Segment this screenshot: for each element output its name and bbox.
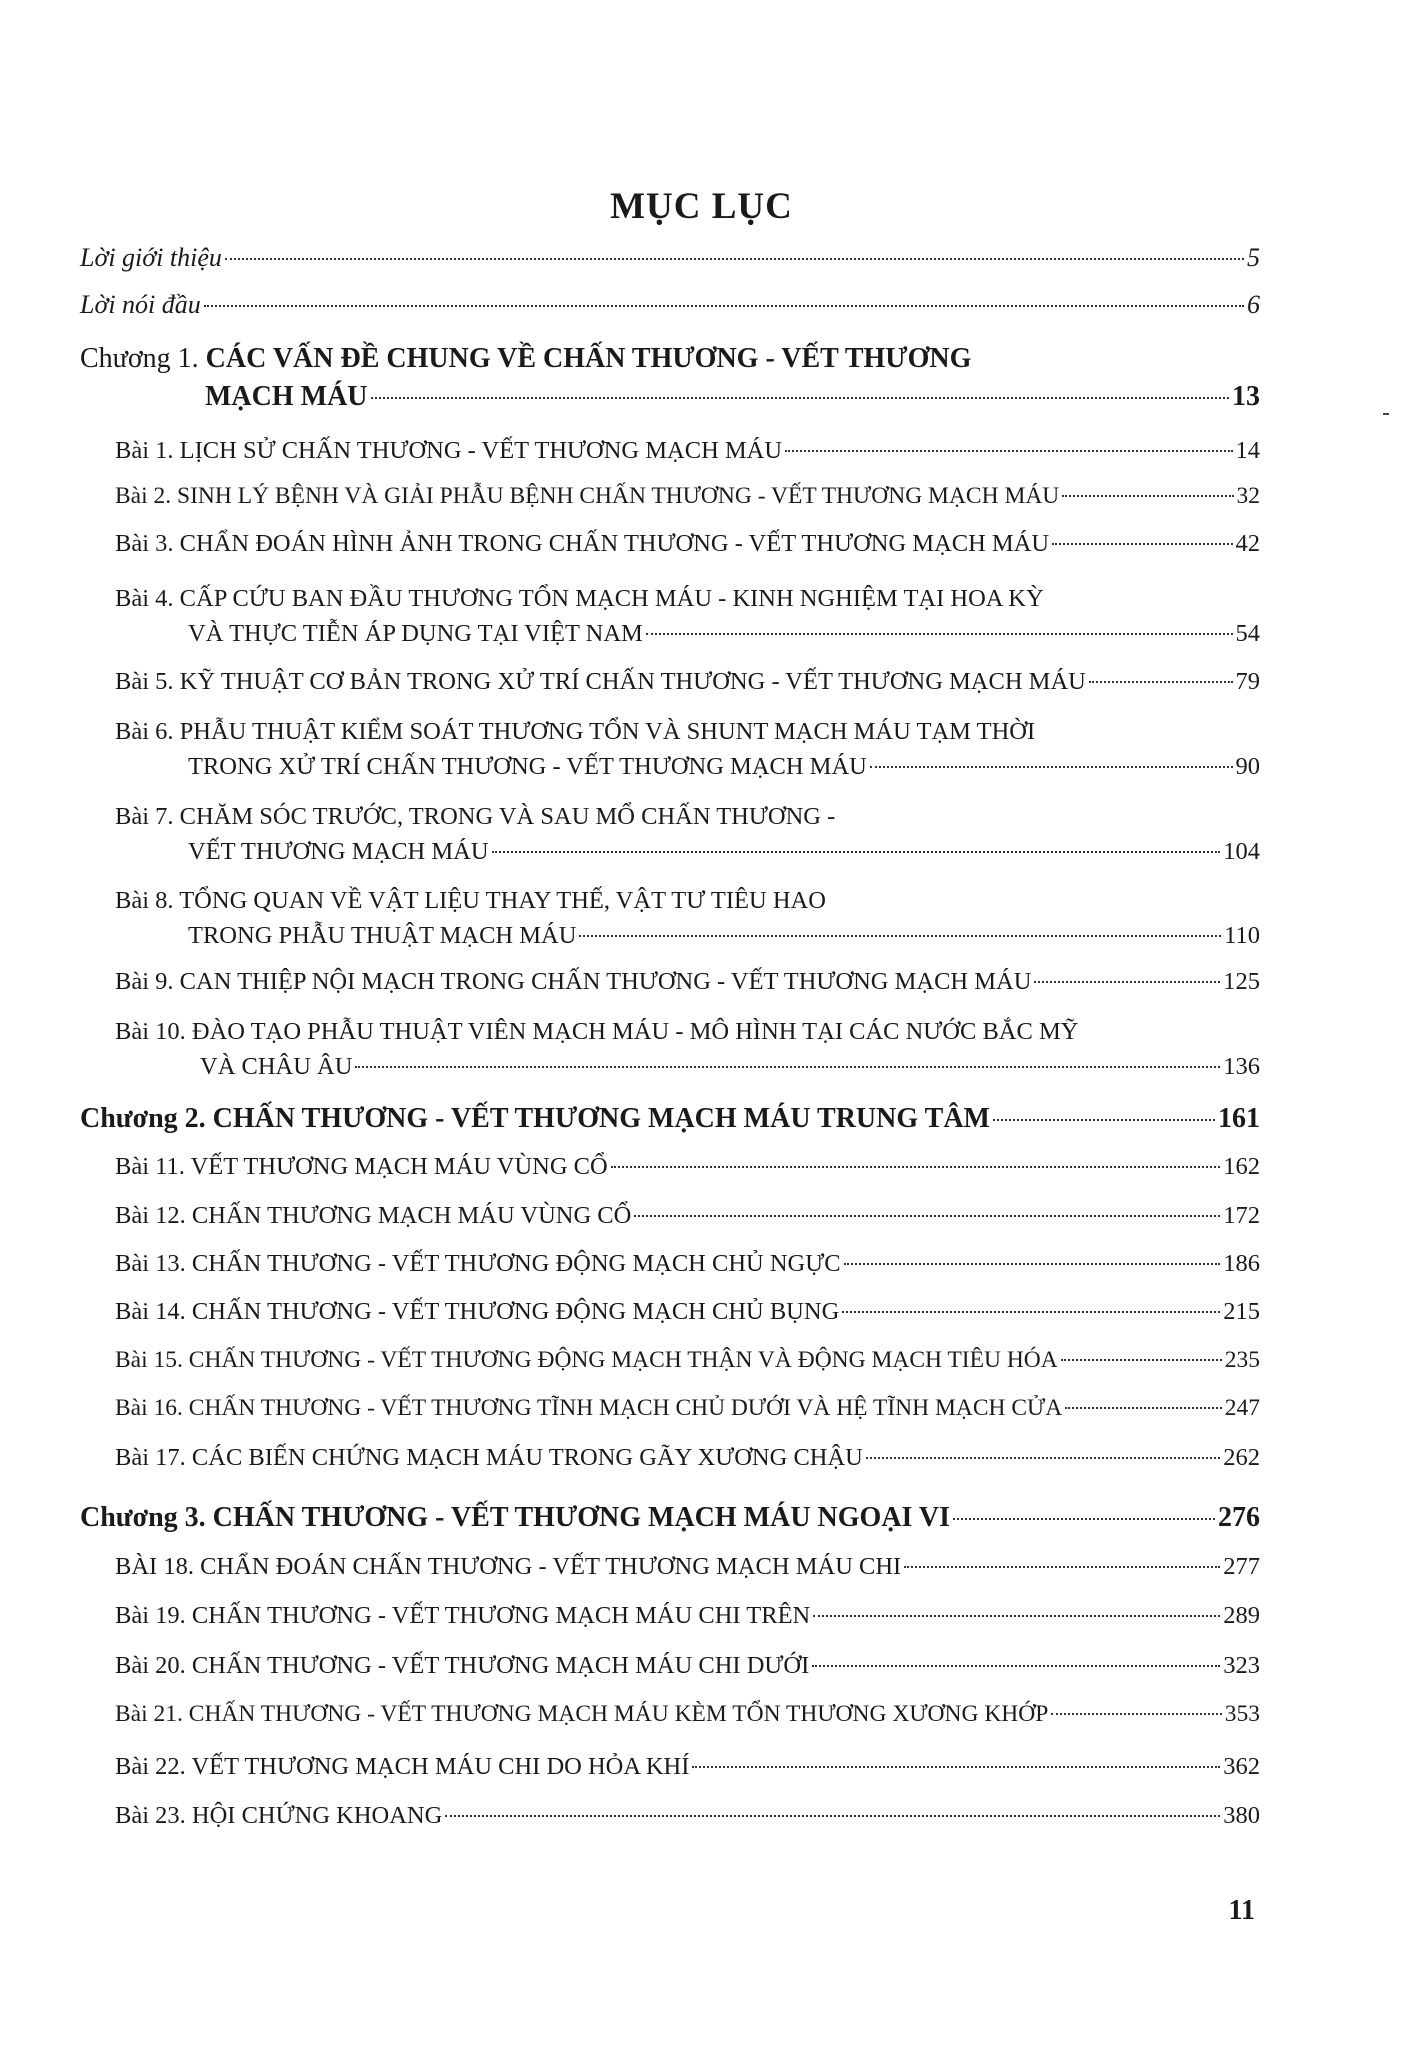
lesson-title: LỊCH SỬ CHẤN THƯƠNG - VẾT THƯƠNG MẠCH MÁU [179,437,783,464]
lesson-title: CHẤN THƯƠNG - VẾT THƯƠNG TĨNH MẠCH CHỦ DƯỚI VÀ HỆ TĨNH MẠCH CỬA [188,1395,1063,1421]
lesson-6-cont[interactable] [188,753,1260,781]
leader-dots [579,935,1221,937]
lesson-title: KỸ THUẬT CƠ BẢN TRONG XỬ TRÍ CHẤN THƯƠNG - VẾT THƯƠNG MẠCH MÁU [179,668,1086,695]
lesson-page: 353 [1224,1701,1260,1727]
lesson-label: Bài 5. [115,668,174,695]
page-number: 11 [1228,1895,1255,1926]
lesson-page: 90 [1235,753,1260,780]
lesson-8-cont[interactable] [188,922,1260,950]
chapter-label: Chương 3. [80,1502,206,1533]
lesson-10[interactable] [115,1018,1078,1046]
page-title: MỤC LỤC [610,186,793,227]
lesson-label: Bài 11. [115,1153,185,1180]
lesson-17[interactable] [115,1444,1260,1472]
chapter-1-heading[interactable] [80,343,971,375]
lesson-title: HỘI CHỨNG KHOANG [191,1802,443,1829]
lesson-title: VẾT THƯƠNG MẠCH MÁU CHI DO HỎA KHÍ [191,1753,690,1780]
lesson-6[interactable] [115,718,1035,746]
toc-entry-page: 6 [1247,290,1260,319]
leader-dots [225,258,1244,260]
lesson-title: CAN THIỆP NỘI MẠCH TRONG CHẤN THƯƠNG - VẾT THƯƠNG MẠCH MÁU [179,968,1032,995]
leader-dots [1065,1407,1222,1409]
leader-dots [866,1457,1220,1459]
lesson-title: CHẤN THƯƠNG - VẾT THƯƠNG ĐỘNG MẠCH CHỦ BỤNG [191,1298,840,1325]
lesson-title: ĐÀO TẠO PHẪU THUẬT VIÊN MẠCH MÁU - MÔ HÌNH TẠI CÁC NƯỚC BẮC MỸ [191,1018,1079,1045]
lesson-page: 136 [1223,1053,1260,1080]
lesson-page: 54 [1235,620,1260,647]
chapter-page: 161 [1218,1103,1260,1134]
lesson-22[interactable] [115,1753,1260,1781]
leader-dots [492,851,1221,853]
lesson-label: Bài 19. [115,1602,186,1629]
chapter-3-heading[interactable] [80,1502,1260,1534]
scan-artifact [1383,413,1389,415]
lesson-title: CHẤN THƯƠNG - VẾT THƯƠNG MẠCH MÁU CHI TRÊN [191,1602,811,1629]
lesson-label: Bài 3. [115,530,174,557]
lesson-16[interactable] [115,1395,1260,1422]
lesson-7[interactable] [115,803,835,831]
lesson-13[interactable] [115,1250,1260,1278]
lesson-page: 235 [1224,1347,1260,1373]
chapter-title: CHẤN THƯƠNG - VẾT THƯƠNG MẠCH MÁU NGOẠI VI [212,1502,951,1533]
lesson-title: CÁC BIẾN CHỨNG MẠCH MÁU TRONG GÃY XƯƠNG CHẬU [191,1444,863,1471]
lesson-page: 79 [1235,668,1260,695]
lesson-title-cont: VÀ THỰC TIỄN ÁP DỤNG TẠI VIỆT NAM [188,620,643,647]
lesson-label: Bài 13. [115,1250,186,1277]
lesson-label: Bài 12. [115,1202,186,1229]
chapter-page: 276 [1218,1502,1260,1533]
lesson-title: PHẪU THUẬT KIỂM SOÁT THƯƠNG TỔN VÀ SHUNT MẠCH MÁU TẠM THỜI [179,718,1036,745]
lesson-page: 110 [1224,922,1260,949]
lesson-5[interactable] [115,668,1260,696]
lesson-page: 277 [1223,1553,1260,1580]
lesson-10-cont[interactable] [200,1053,1260,1081]
lesson-8[interactable] [115,887,826,915]
lesson-label: Bài 20. [115,1652,186,1679]
lesson-title: CHẤN THƯƠNG - VẾT THƯƠNG ĐỘNG MẠCH THẬN VÀ ĐỘNG MẠCH TIÊU HÓA [188,1347,1058,1373]
lesson-page: 14 [1235,437,1260,464]
leader-dots [1034,981,1220,983]
lesson-label: Bài 2. [115,483,172,509]
lesson-9[interactable] [115,968,1260,996]
lesson-title: CHẨN ĐOÁN CHẤN THƯƠNG - VẾT THƯƠNG MẠCH MÁU CHI [200,1553,902,1580]
lesson-4[interactable] [115,585,1044,613]
lesson-1[interactable] [115,437,1260,465]
lesson-title: CẤP CỨU BAN ĐẦU THƯƠNG TỔN MẠCH MÁU - KINH NGHIỆM TẠI HOA KỲ [179,585,1044,612]
lesson-page: 32 [1236,483,1260,509]
chapter-title: CHẤN THƯƠNG - VẾT THƯƠNG MẠCH MÁU TRUNG TÂM [212,1103,990,1134]
lesson-title-cont: TRONG PHẪU THUẬT MẠCH MÁU [188,922,577,949]
leader-dots [870,766,1233,768]
lesson-page: 42 [1235,530,1260,557]
leader-dots [371,397,1229,399]
lesson-title-cont: VÀ CHÂU ÂU [200,1053,353,1080]
lesson-label: Bài 21. [115,1701,183,1727]
leader-dots [1089,681,1233,683]
leader-dots [904,1566,1220,1568]
leader-dots [634,1215,1220,1217]
leader-dots [355,1066,1220,1068]
lesson-label: Bài 1. [115,437,174,464]
lesson-page: 162 [1223,1153,1260,1180]
lesson-label: Bài 23. [115,1802,186,1829]
leader-dots [813,1615,1220,1617]
lesson-label: BÀI 18. [115,1553,194,1580]
lesson-14[interactable] [115,1298,1260,1326]
lesson-4-cont[interactable] [188,620,1260,648]
leader-dots [692,1766,1220,1768]
lesson-21[interactable] [115,1701,1260,1728]
lesson-page: 262 [1223,1444,1260,1471]
lesson-title: CHẤN THƯƠNG - VẾT THƯƠNG ĐỘNG MẠCH CHỦ NGỰC [191,1250,841,1277]
leader-dots [953,1518,1215,1520]
lesson-3[interactable] [115,530,1260,558]
lesson-title: TỔNG QUAN VỀ VẬT LIỆU THAY THẾ, VẬT TƯ TIÊU HAO [179,887,826,914]
leader-dots [204,305,1244,307]
lesson-page: 380 [1223,1802,1260,1829]
lesson-12[interactable] [115,1202,1260,1230]
lesson-label: Bài 7. [115,803,174,830]
lesson-label: Bài 4. [115,585,174,612]
lesson-title: CHẤN THƯƠNG MẠCH MÁU VÙNG CỔ [191,1202,632,1229]
leader-dots [844,1263,1221,1265]
chapter-2-heading[interactable] [80,1103,1260,1135]
chapter-1-heading-cont[interactable] [205,381,1260,413]
lesson-label: Bài 15. [115,1347,183,1373]
leader-dots [842,1311,1220,1313]
lesson-page: 186 [1223,1250,1260,1277]
lesson-18[interactable] [115,1553,1260,1581]
lesson-title: CHẨN ĐOÁN HÌNH ẢNH TRONG CHẤN THƯƠNG - VẾT THƯƠNG MẠCH MÁU [179,530,1050,557]
lesson-23[interactable] [115,1802,1260,1830]
lesson-title: CHẤN THƯƠNG - VẾT THƯƠNG MẠCH MÁU CHI DƯỚI [191,1652,810,1679]
lesson-title: SINH LÝ BỆNH VÀ GIẢI PHẪU BỆNH CHẤN THƯƠNG - VẾT THƯƠNG MẠCH MÁU [177,483,1060,509]
lesson-19[interactable] [115,1602,1260,1630]
lesson-title-cont: TRONG XỬ TRÍ CHẤN THƯƠNG - VẾT THƯƠNG MẠCH MÁU [188,753,867,780]
lesson-page: 362 [1223,1753,1260,1780]
lesson-title: VẾT THƯƠNG MẠCH MÁU VÙNG CỔ [190,1153,608,1180]
lesson-2[interactable] [115,483,1260,510]
chapter-label: Chương 1. [80,343,199,374]
leader-dots [1052,543,1232,545]
lesson-title-cont: VẾT THƯƠNG MẠCH MÁU [188,838,489,865]
chapter-label: Chương 2. [80,1103,206,1134]
leader-dots [812,1665,1220,1667]
toc-entry-intro[interactable] [80,243,1260,273]
lesson-page: 247 [1224,1395,1260,1421]
lesson-label: Bài 8. [115,887,174,914]
lesson-label: Bài 10. [115,1018,186,1045]
lesson-title: CHẤN THƯƠNG - VẾT THƯƠNG MẠCH MÁU KÈM TỔN THƯƠNG XƯƠNG KHỚP [188,1701,1049,1727]
leader-dots [445,1815,1220,1817]
lesson-title: CHĂM SÓC TRƯỚC, TRONG VÀ SAU MỔ CHẤN THƯƠNG - [179,803,836,830]
lesson-page: 289 [1223,1602,1260,1629]
toc-entry-preface[interactable] [80,290,1260,320]
lesson-15[interactable] [115,1347,1260,1374]
toc-entry-page: 5 [1247,243,1260,272]
chapter-title-cont: MẠCH MÁU [205,381,368,412]
lesson-label: Bài 17. [115,1444,186,1471]
toc-entry-title: Lời giới thiệu [80,243,222,272]
leader-dots [1051,1713,1221,1715]
lesson-label: Bài 14. [115,1298,186,1325]
lesson-label: Bài 6. [115,718,174,745]
chapter-title: CÁC VẤN ĐỀ CHUNG VỀ CHẤN THƯƠNG - VẾT THƯƠNG [205,343,972,374]
lesson-label: Bài 22. [115,1753,186,1780]
chapter-page: 13 [1232,381,1260,412]
lesson-page: 172 [1223,1202,1260,1229]
lesson-page: 323 [1223,1652,1260,1679]
lesson-11[interactable] [115,1153,1260,1181]
lesson-page: 125 [1223,968,1260,995]
toc-entry-title: Lời nói đầu [80,290,201,319]
lesson-label: Bài 16. [115,1395,183,1421]
lesson-20[interactable] [115,1652,1260,1680]
leader-dots [993,1119,1215,1121]
lesson-page: 104 [1223,838,1260,865]
leader-dots [785,450,1232,452]
leader-dots [1061,1359,1222,1361]
leader-dots [646,633,1233,635]
leader-dots [611,1166,1221,1168]
lesson-page: 215 [1223,1298,1260,1325]
lesson-label: Bài 9. [115,968,174,995]
lesson-7-cont[interactable] [188,838,1260,866]
leader-dots [1062,495,1233,497]
